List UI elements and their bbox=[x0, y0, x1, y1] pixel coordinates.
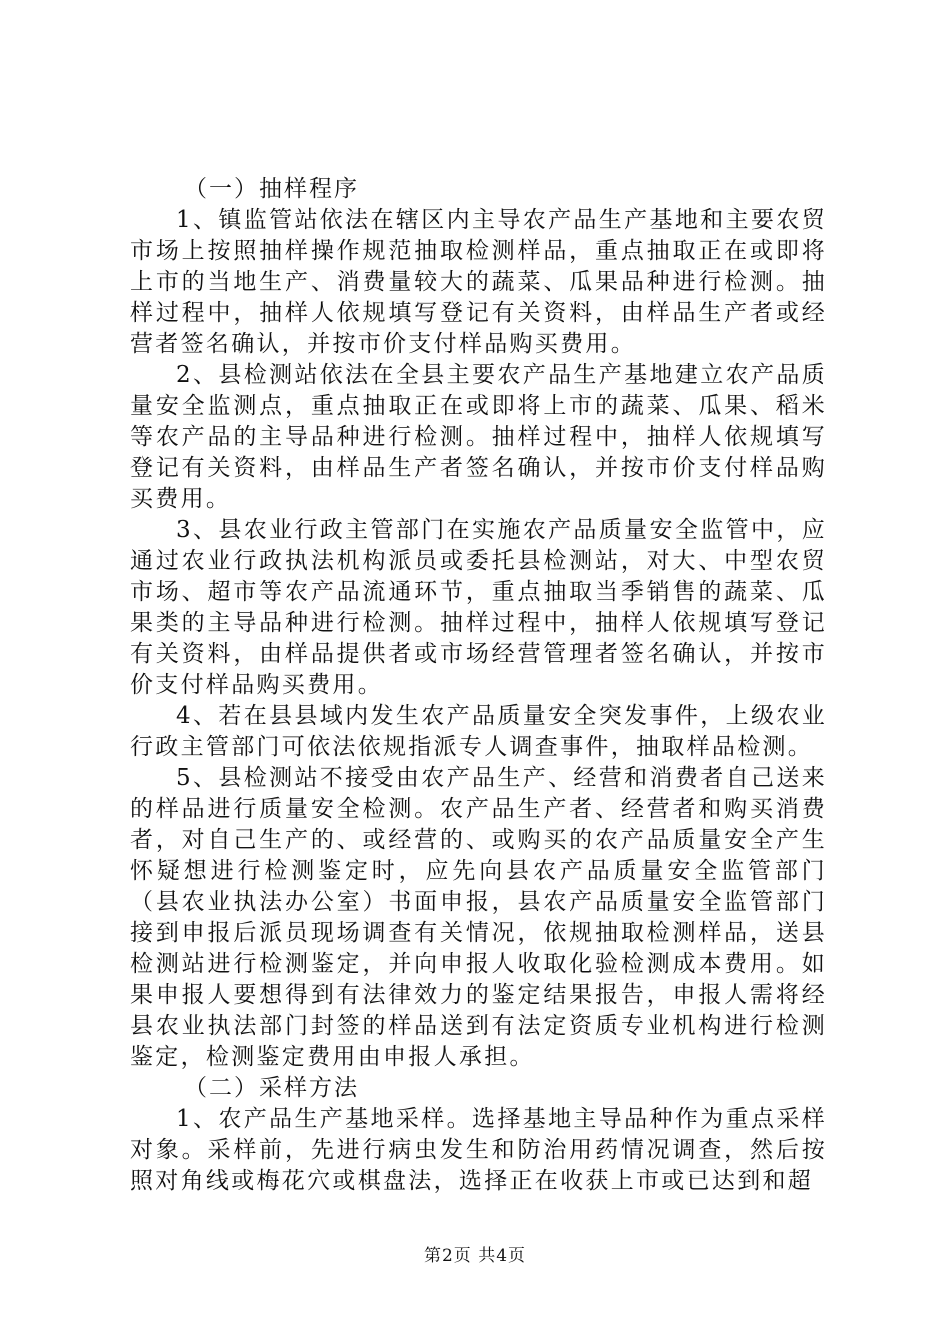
paragraph-1-town-station: 1、镇监管站依法在辖区内主导农产品生产基地和主要农贸市场上按照抽样操作规范抽取检测样品，重点抽取正在或即将上市的当地生产、消费量较大的蔬菜、瓜果品种进行检测。抽样过程中，抽样人依规填写登记有关资料，由样品生产者或经营者签名确认，并按市价支付样品购买费用。 bbox=[130, 207, 827, 357]
section-heading-sampling-method: （二）采样方法 bbox=[184, 1075, 359, 1101]
section-heading-sampling-procedure: （一）抽样程序 bbox=[184, 176, 359, 202]
paragraph-4-emergency-events: 4、若在县县域内发生农产品质量安全突发事件，上级农业行政主管部门可依法依规指派专人调查事件，抽取样品检测。 bbox=[130, 703, 827, 760]
paragraph-3-county-department: 3、县农业行政主管部门在实施农产品质量安全监管中，应通过农业行政执法机构派员或委托县检测站，对大、中型农贸市场、超市等农产品流通环节，重点抽取当季销售的蔬菜、瓜果类的主导品种进行检测。抽样过程中，抽样人依规填写登记有关资料，由样品提供者或市场经营管理者签名确认，并按市价支付样品购买费用。 bbox=[130, 517, 827, 698]
page-number-footer: 第2页 共4页 bbox=[423, 1246, 527, 1266]
document-body bbox=[130, 174, 827, 1197]
paragraph-2-county-station: 2、县检测站依法在全县主要农产品生产基地建立农产品质量安全监测点，重点抽取正在或即将上市的蔬菜、瓜果、稻米等农产品的主导品种进行检测。抽样过程中，抽样人依规填写登记有关资料，由样品生产者签名确认，并按市价支付样品购买费用。 bbox=[130, 362, 827, 512]
paragraph-base-sampling: 1、农产品生产基地采样。选择基地主导品种作为重点采样对象。采样前，先进行病虫发生和防治用药情况调查，然后按照对角线或梅花穴或棋盘法，选择正在收获上市或已达到和超 bbox=[130, 1106, 827, 1194]
paragraph-5-self-submitted-samples: 5、县检测站不接受由农产品生产、经营和消费者自己送来的样品进行质量安全检测。农产品生产者、经营者和购买消费者，对自己生产的、或经营的、或购买的农产品质量安全产生怀疑想进行检测鉴定时，应先向县农产品质量安全监管部门（县农业执法办公室）书面申报，县农产品质量安全监管部门接到申报后派员现场调查有关情况，依规抽取检测样品，送县检测站进行检测鉴定，并向申报人收取化验检测成本费用。如果申报人要想得到有法律效力的鉴定结果报告，申报人需将经县农业执法部门封签的样品送到有法定资质专业机构进行检测鉴定，检测鉴定费用由申报人承担。 bbox=[130, 765, 827, 1070]
